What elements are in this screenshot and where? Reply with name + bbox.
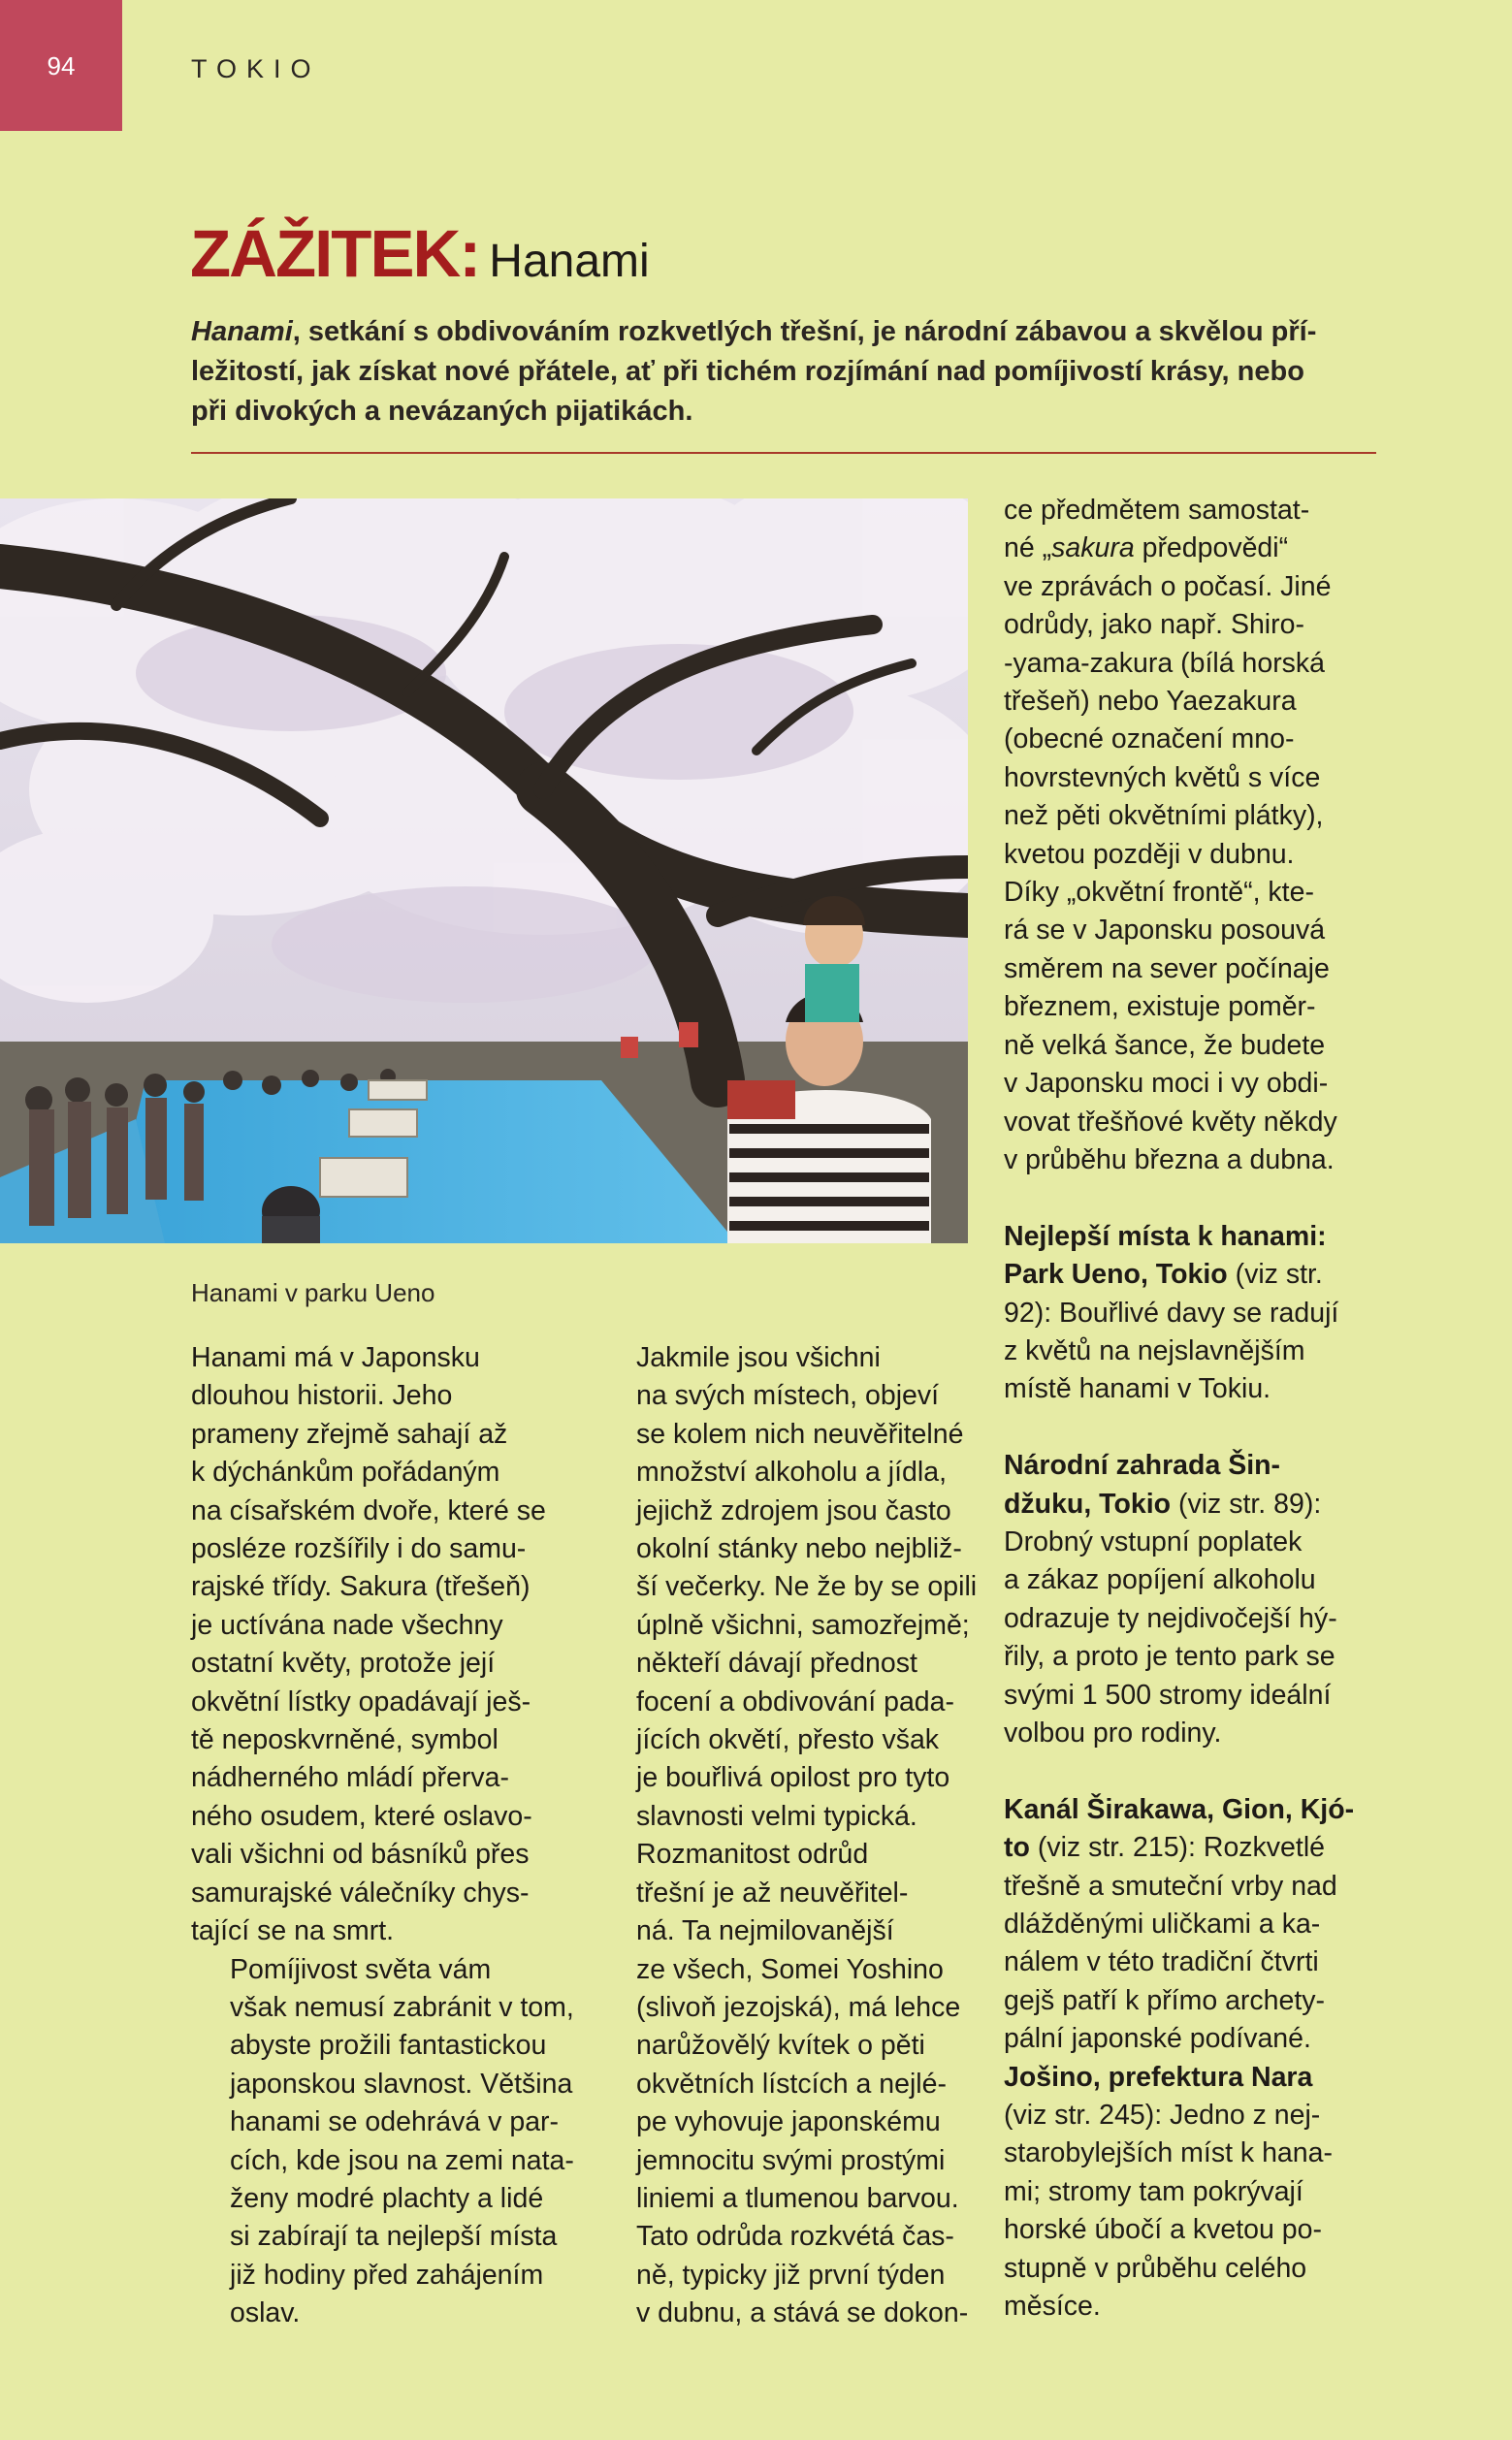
text-line: již hodiny před zahájením	[230, 2259, 544, 2291]
text-line: měsíce.	[1004, 2291, 1101, 2323]
text-line: ostatní květy, protože její	[191, 1648, 496, 1680]
text-line: ně velká šance, že budete	[1004, 1029, 1326, 1061]
text-line: 92): Bouřlivé davy se radují	[1004, 1297, 1339, 1329]
text-line: hovrstevných květů s více	[1004, 761, 1321, 793]
text-line: Jakmile jsou všichni	[636, 1342, 881, 1373]
text-line: ší večerky. Ne že by se opili	[636, 1571, 978, 1603]
text-line: liniemi a tlumenou barvou.	[636, 2182, 959, 2214]
text-line: v Japonsku moci i vy obdi-	[1004, 1068, 1329, 1100]
text-line: někteří dávají přednost	[636, 1648, 917, 1680]
text-line: (viz str. 245): Jedno z nej-	[1004, 2100, 1321, 2132]
text-line: slavnosti velmi typická.	[636, 1800, 917, 1832]
photo-caption: Hanami v parku Ueno	[191, 1278, 435, 1307]
text-column-1	[191, 1339, 579, 2333]
places-list	[1004, 1218, 1392, 1409]
text-column-3	[1004, 492, 1392, 2326]
text-line: jících okvětí, přesto však	[636, 1724, 940, 1756]
running-head: TOKIO	[191, 54, 321, 83]
paragraph	[597, 1836, 976, 2332]
text-line: tající se na smrt.	[191, 1915, 395, 1947]
text-line: Díky „okvětní frontě“, kte-	[1004, 877, 1314, 909]
text-line: místě hanami v Tokiu.	[1004, 1373, 1271, 1405]
text-line: okvětní lístky opadávají ješ-	[191, 1686, 531, 1718]
intro-line: Hanami, setkání s obdivováním rozkvetlých třešní, je národní zábavou a skvělou pří-	[191, 316, 1317, 347]
text-line: třešní je až neuvěřitel-	[636, 1877, 909, 1909]
text-line: vali všichni od básníků přes	[191, 1839, 530, 1871]
text-line: se kolem nich neuvěřitelné	[636, 1418, 964, 1450]
text-line: úplně všichni, samozřejmě;	[636, 1609, 970, 1641]
text-line: řily, a proto je tento park se	[1004, 1641, 1335, 1673]
place-shirakawa	[1004, 1791, 1392, 2327]
text-line: volbou pro rodiny.	[1004, 1717, 1222, 1749]
heading-divider	[191, 452, 1376, 454]
text-line: tě neposkvrněné, symbol	[191, 1724, 499, 1756]
text-line: džuku, Tokio (viz str. 89):	[1004, 1488, 1322, 1520]
text-line: v průběhu března a dubna.	[1004, 1143, 1335, 1175]
text-line: horské úbočí a kvetou po-	[1004, 2214, 1322, 2246]
text-line: odrazuje ty nejdivočejší hý-	[1004, 1602, 1337, 1634]
text-line: ce předmětem samostat-	[1004, 495, 1310, 526]
text-line: narůžovělý kvítek o pěti	[636, 2030, 925, 2062]
text-line: množství alkoholu a jídla,	[636, 1457, 947, 1489]
paragraph	[191, 1339, 579, 1951]
text-column-2	[597, 1339, 976, 2333]
place-name: Jošino, prefektura Nara	[1004, 2061, 1313, 2093]
page-number-tab	[0, 0, 122, 131]
intro-line: ležitostí, jak získat nové přátele, ať při tichém rozjímání nad pomíjivostí krásy, nebo	[191, 356, 1304, 387]
text-line: ně, typicky již první týden	[636, 2259, 946, 2291]
text-line: mi; stromy tam pokrývají	[1004, 2175, 1303, 2207]
text-line: je uctívána nade všechny	[191, 1609, 503, 1641]
text-line: né „sakura předpovědi“	[1004, 532, 1289, 564]
text-line: třešeň) nebo Yaezakura	[1004, 686, 1297, 718]
text-line: pe vyhovuje japonskému	[636, 2106, 941, 2138]
place-shinjuku	[1004, 1447, 1392, 1752]
text-line: ze všech, Somei Yoshino	[636, 1953, 944, 1985]
text-line: rajské třídy. Sakura (třešeň)	[191, 1571, 531, 1603]
paragraph	[597, 1339, 976, 1836]
text-line: na císařském dvoře, které se	[191, 1494, 546, 1526]
text-line: k dýchánkům pořádaným	[191, 1457, 500, 1489]
text-line: z květů na nejslavnějším	[1004, 1334, 1305, 1366]
text-line: oslav.	[230, 2297, 301, 2329]
text-line: pální japonské podívané.	[1004, 2023, 1311, 2055]
place-name: Národní zahrada Šin-	[1004, 1450, 1281, 1482]
text-line: dlouhou historii. Jeho	[191, 1380, 453, 1412]
text-line: jejichž zdrojem jsou často	[636, 1494, 951, 1526]
text-line: Rozmanitost odrůd	[636, 1839, 869, 1871]
text-line: třešně a smuteční vrby nad	[1004, 1870, 1337, 1902]
text-line: odrůdy, jako např. Shiro-	[1004, 609, 1304, 641]
sakura-term: sakura	[1051, 532, 1135, 564]
intro-paragraph	[191, 312, 1374, 432]
text-line: a zákaz popíjení alkoholu	[1004, 1564, 1316, 1596]
text-line: Hanami má v Japonsku	[191, 1342, 480, 1373]
text-line: Tato odrůda rozkvétá čas-	[636, 2221, 954, 2253]
text-line: ve zprávách o počasí. Jiné	[1004, 570, 1332, 602]
paragraph	[191, 1951, 579, 2333]
heading-subtitle: Hanami	[489, 236, 650, 287]
paragraph	[1004, 492, 1392, 1179]
text-line: však nemusí zabránit v tom,	[230, 1991, 574, 2023]
text-line: okolní stánky nebo nejbliž-	[636, 1533, 962, 1565]
hanami-photo	[0, 498, 968, 1243]
text-line: vovat třešňové květy někdy	[1004, 1106, 1337, 1138]
text-line: samurajské válečníky chys-	[191, 1877, 530, 1909]
text-line: abyste prožili fantastickou	[230, 2030, 547, 2062]
place-name: džuku, Tokio	[1004, 1488, 1172, 1520]
text-line: gejš patří k přímo archety-	[1004, 1984, 1326, 2016]
text-line: Drobný vstupní poplatek	[1004, 1525, 1303, 1557]
text-line: svými 1 500 stromy ideální	[1004, 1679, 1332, 1711]
text-line: starobylejších míst k hana-	[1004, 2137, 1333, 2169]
text-line: rá se v Japonsku posouvá	[1004, 915, 1326, 947]
text-line: to (viz str. 215): Rozkvetlé	[1004, 1832, 1325, 1864]
heading-label: ZÁŽITEK:	[190, 216, 480, 291]
text-line: ného osudem, které oslavo-	[191, 1800, 532, 1832]
text-line: (slivoň jezojská), má lehce	[636, 1991, 961, 2023]
section-heading	[190, 215, 650, 292]
text-line: v dubnu, a stává se dokon-	[636, 2297, 969, 2329]
text-line: jemnocitu svými prostými	[636, 2144, 946, 2176]
place-ueno: Park Ueno, Tokio (viz str.	[1004, 1259, 1323, 1291]
place-name: Kanál Širakawa, Gion, Kjó-	[1004, 1793, 1355, 1825]
text-line: posléze rozšířily i do samu-	[191, 1533, 527, 1565]
text-line: (obecné označení mno-	[1004, 723, 1295, 755]
text-line: nálem v této tradiční čtvrti	[1004, 1946, 1319, 1978]
intro-term: Hanami	[191, 316, 293, 347]
text-line: -yama-zakura (bílá horská	[1004, 647, 1326, 679]
text-line: březnem, existuje poměr-	[1004, 991, 1316, 1023]
text-line: focení a obdivování pada-	[636, 1686, 954, 1718]
intro-line: při divokých a nevázaných pijatikách.	[191, 396, 693, 427]
text-line: cích, kde jsou na zemi nata-	[230, 2144, 574, 2176]
text-line: směrem na sever počínaje	[1004, 952, 1330, 984]
page-number: 94	[47, 50, 76, 80]
text-line: než pěti okvětními plátky),	[1004, 800, 1324, 832]
text-line: ná. Ta nejmilovanější	[636, 1915, 894, 1947]
text-line: si zabírají ta nejlepší místa	[230, 2221, 558, 2253]
text-line: nádherného mládí přerva-	[191, 1762, 509, 1794]
place-name: to	[1004, 1832, 1030, 1864]
text-line: kvetou později v dubnu.	[1004, 838, 1295, 870]
text-line: prameny zřejmě sahají až	[191, 1418, 508, 1450]
text-line: Pomíjivost světa vám	[230, 1953, 492, 1985]
places-heading: Nejlepší místa k hanami:	[1004, 1220, 1327, 1252]
text-line: ženy modré plachty a lidé	[230, 2182, 544, 2214]
text-line: je bouřlivá opilost pro tyto	[636, 1762, 950, 1794]
text-line: stupně v průběhu celého	[1004, 2252, 1307, 2284]
text-line: dlážděnými uličkami a ka-	[1004, 1908, 1321, 1940]
text-line: okvětních lístcích a nejlé-	[636, 2068, 947, 2100]
place-name: Park Ueno, Tokio	[1004, 1259, 1228, 1291]
text-line: na svých místech, objeví	[636, 1380, 940, 1412]
text-line: hanami se odehrává v par-	[230, 2106, 560, 2138]
text-line: japonskou slavnost. Většina	[230, 2068, 573, 2100]
